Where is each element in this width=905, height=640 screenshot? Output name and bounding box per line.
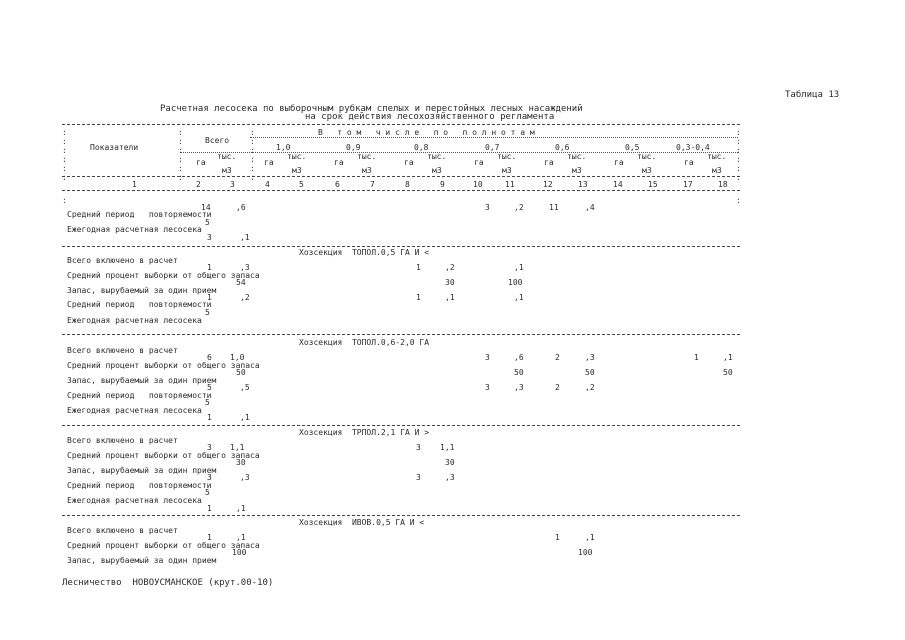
header-vsego: Всего [205, 136, 230, 145]
s1-vsego-c3: ,3 [240, 263, 250, 272]
hdr-ga-0-3: га [684, 158, 694, 167]
s2-label-procent: Средний процент выборки от общего запаса [67, 361, 260, 370]
s3-title: Хозсекция ТРПОЛ.2,1 ГА И > [299, 428, 430, 437]
hdr-m3-0-9: м3 [362, 166, 372, 175]
hdr-tys-0-6: тыс. [567, 152, 587, 161]
hdr-ga-vsego: га [196, 158, 206, 167]
s4-vsego-c3: ,1 [236, 533, 246, 542]
s3-label-zapas: Запас, вырубаемый за один прием [67, 466, 217, 475]
header-top-rule [62, 124, 740, 125]
hdr-ga-0-5: га [614, 158, 624, 167]
table-title-line1: Расчетная лесосека по выборочным рубкам спелых и перестойных лесных насаждений [160, 104, 583, 114]
s0-r1-c3: ,1 [240, 233, 250, 242]
s2-zapas-c12: 2 [555, 383, 560, 392]
footer-lesnichestvo: Лесничество НОВОУСМАНСКОЕ (крут.00-10) [62, 578, 274, 588]
s0-r0-c11: ,2 [514, 203, 524, 212]
s0-label-period: Средний период повторяемости [67, 210, 212, 219]
hdr-ga-0-9: га [334, 158, 344, 167]
polnota-0-5: 0,5 [625, 143, 640, 152]
s0-label-ezhegodnaya: Ежегодная расчетная лесосека [67, 225, 202, 234]
col-num-2: 2 [196, 180, 201, 189]
s3-label-procent: Средний процент выборки от общего запаса [67, 451, 260, 460]
s1-label-vsego: Всего включено в расчет [67, 256, 178, 265]
s3-procent-c9: 30 [445, 458, 455, 467]
s4-label-vsego: Всего включено в расчет [67, 526, 178, 535]
s0-r0-c10: 3 [485, 203, 490, 212]
s2-procent-c11: 50 [514, 368, 524, 377]
s3-ezh-c2: 1 [207, 504, 212, 513]
hdr-m3-0-3: м3 [712, 166, 722, 175]
header-v-tom-chisle: В т о м ч и с л е п о п о л н о т а м [318, 128, 535, 137]
s3-procent-c3: 30 [236, 458, 246, 467]
col-num-9: 9 [440, 180, 445, 189]
s2-ezh-c2: 1 [207, 413, 212, 422]
s4-separator [62, 515, 740, 516]
hdr-m3-0-7: м3 [502, 166, 512, 175]
col-num-18: 18 [718, 180, 728, 189]
s4-vsego-c13: ,1 [585, 533, 595, 542]
col-num-14: 14 [613, 180, 623, 189]
s0-r0b-c2: 5 [205, 218, 210, 227]
s2-zapas-c13: ,2 [585, 383, 595, 392]
hdr-m3-0-6: м3 [572, 166, 582, 175]
s1-procent-c11: 100 [508, 278, 523, 287]
col-num-10: 10 [473, 180, 483, 189]
s1-title: Хозсекция ТОПОЛ.0,5 ГА И < [299, 248, 430, 257]
s1-zapas-c2: 1 [207, 293, 212, 302]
col-num-11: 11 [505, 180, 515, 189]
s2-zapas-c10: 3 [485, 383, 490, 392]
s3-zapas-c8: 3 [416, 473, 421, 482]
s4-title: Хозсекция ИВОВ.0,5 ГА И < [299, 518, 425, 527]
s1-zapas-c9: ,1 [445, 293, 455, 302]
s1-procent-c3: 54 [236, 278, 246, 287]
s0-r1-c2: 3 [207, 233, 212, 242]
s3-vsego-c2: 3 [207, 443, 212, 452]
hdr-tys-1-0: тыс. [287, 152, 307, 161]
s0-r0-c3: ,6 [236, 203, 246, 212]
col-num-3: 3 [230, 180, 235, 189]
s3-zapas-c2: 3 [207, 473, 212, 482]
s2-procent-c18: 50 [723, 368, 733, 377]
col-num-15: 15 [648, 180, 658, 189]
s2-vsego-c3: 1,0 [230, 353, 245, 362]
s0-r0-c13: ,4 [585, 203, 595, 212]
polnota-0-6: 0,6 [555, 143, 570, 152]
hdr-m3-vsego: м3 [222, 166, 232, 175]
table-number: Таблица 13 [785, 90, 840, 100]
s3-label-vsego: Всего включено в расчет [67, 436, 178, 445]
s2-label-ezhegodnaya: Ежегодная расчетная лесосека [67, 406, 202, 415]
s4-label-procent: Средний процент выборки от общего запаса [67, 541, 260, 550]
s2-vsego-c10: 3 [485, 353, 490, 362]
s3-vsego-c9: 1,1 [440, 443, 455, 452]
polnota-1-0: 1,0 [276, 143, 291, 152]
polnota-0-7: 0,7 [485, 143, 500, 152]
left-colon-s0: : [62, 196, 67, 205]
colnum-bottom-rule [62, 190, 740, 191]
s1-vsego-c11: ,1 [514, 263, 524, 272]
col-num-1: 1 [132, 180, 137, 189]
s1-procent-c9: 30 [445, 278, 455, 287]
s2-period-c2: 5 [205, 398, 210, 407]
s3-vsego-c3: 1,1 [230, 443, 245, 452]
col-num-4: 4 [265, 180, 270, 189]
s1-zapas-c8: 1 [416, 293, 421, 302]
s3-vsego-c8: 3 [416, 443, 421, 452]
s2-vsego-c11: ,6 [514, 353, 524, 362]
hdr-ga-1-0: га [264, 158, 274, 167]
s0-r0-c12: 11 [549, 203, 559, 212]
col-num-5: 5 [299, 180, 304, 189]
polnota-0-3-0-4: 0,3-0,4 [676, 143, 710, 152]
hdr-m3-1-0: м3 [292, 166, 302, 175]
s3-zapas-c9: ,3 [445, 473, 455, 482]
hdr-m3-0-5: м3 [642, 166, 652, 175]
s2-label-vsego: Всего включено в расчет [67, 346, 178, 355]
s2-separator [62, 334, 740, 335]
col-num-17: 17 [683, 180, 693, 189]
s2-procent-c3: 50 [236, 368, 246, 377]
header-sep-left: : : : : : : [62, 128, 67, 182]
hdr-ga-0-6: га [544, 158, 554, 167]
s1-vsego-c2: 1 [207, 263, 212, 272]
s1-vsego-c9: ,2 [445, 263, 455, 272]
s2-vsego-c2: 6 [207, 353, 212, 362]
s2-procent-c13: 50 [585, 368, 595, 377]
col-num-7: 7 [370, 180, 375, 189]
hdr-m3-0-8: м3 [432, 166, 442, 175]
s4-procent-c13: 100 [578, 548, 593, 557]
s2-zapas-c2: 5 [207, 383, 212, 392]
s4-vsego-c2: 1 [207, 533, 212, 542]
polnota-0-9: 0,9 [346, 143, 361, 152]
header-sep-1: : : : : : : [178, 128, 183, 182]
hdr-tys-vsego: тыс. [217, 152, 237, 161]
table-title-line2: на срок действия лесохозяйственного регламента [305, 112, 555, 122]
s2-label-period: Средний период повторяемости [67, 391, 212, 400]
s2-label-zapas: Запас, вырубаемый за один прием [67, 376, 217, 385]
s4-label-zapas: Запас, вырубаемый за один прием [67, 556, 217, 565]
s1-vsego-c8: 1 [416, 263, 421, 272]
header-pokazateli: Показатели [90, 143, 139, 152]
s1-zapas-c11: ,1 [514, 293, 524, 302]
s3-period-c2: 5 [205, 488, 210, 497]
s1-label-procent: Средний процент выборки от общего запаса [67, 271, 260, 280]
s1-separator [62, 246, 740, 247]
header-sep-2: : : : : : : [250, 128, 255, 182]
s2-ezh-c3: ,1 [240, 413, 250, 422]
polnota-0-8: 0,8 [414, 143, 429, 152]
right-colon-s0: : [736, 196, 741, 205]
header-bottom-rule [62, 176, 740, 177]
header-sep-right: : : : : : : [736, 128, 741, 182]
s2-vsego-c12: 2 [555, 353, 560, 362]
s3-zapas-c3: ,3 [240, 473, 250, 482]
s3-separator [62, 425, 740, 426]
hdr-ga-0-8: га [404, 158, 414, 167]
s1-label-ezhegodnaya: Ежегодная расчетная лесосека [67, 316, 202, 325]
s2-vsego-c13: ,3 [585, 353, 595, 362]
s2-zapas-c3: ,5 [240, 383, 250, 392]
col-num-13: 13 [578, 180, 588, 189]
col-num-8: 8 [405, 180, 410, 189]
s3-label-period: Средний период повторяемости [67, 481, 212, 490]
hdr-tys-0-7: тыс. [497, 152, 517, 161]
s0-r0-c2: 14 [201, 203, 211, 212]
s4-vsego-c12: 1 [555, 533, 560, 542]
hdr-ga-0-7: га [474, 158, 484, 167]
s3-ezh-c3: ,1 [236, 504, 246, 513]
hdr-tys-0-9: тыс. [357, 152, 377, 161]
s2-vsego-c18: ,1 [723, 353, 733, 362]
s3-label-ezhegodnaya: Ежегодная расчетная лесосека [67, 496, 202, 505]
s2-vsego-c17: 1 [694, 353, 699, 362]
s1-label-zapas: Запас, вырубаемый за один прием [67, 286, 217, 295]
hdr-tys-0-8: тыс. [427, 152, 447, 161]
s2-title: Хозсекция ТОПОЛ.0,6-2,0 ГА [299, 338, 430, 347]
col-num-6: 6 [335, 180, 340, 189]
hdr-tys-0-3: тыс. [707, 152, 727, 161]
s2-zapas-c11: ,3 [514, 383, 524, 392]
col-num-12: 12 [543, 180, 553, 189]
s4-procent-c3: 100 [232, 548, 247, 557]
s1-period-c2: 5 [205, 308, 210, 317]
s1-zapas-c3: ,2 [240, 293, 250, 302]
header-mid-rule [250, 137, 738, 138]
hdr-tys-0-5: тыс. [637, 152, 657, 161]
s1-label-period: Средний период повторяемости [67, 300, 212, 309]
